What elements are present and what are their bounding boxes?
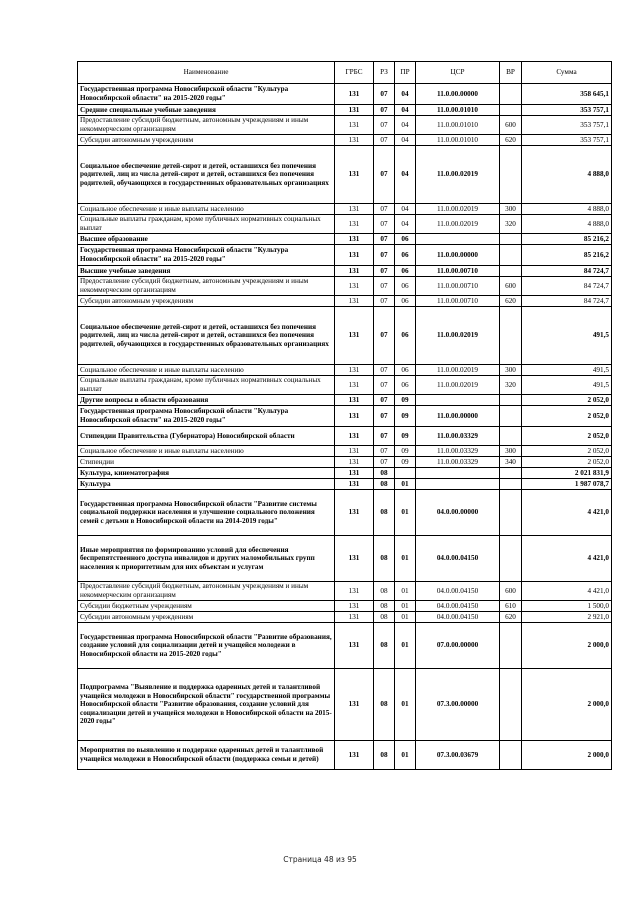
table-row — [78, 395, 612, 406]
table-row — [78, 376, 612, 395]
row-rz-cell: 08 — [374, 536, 395, 582]
table-row — [78, 536, 612, 582]
row-pr-cell: 01 — [395, 669, 416, 741]
row-rz-cell: 07 — [374, 84, 395, 105]
row-rz-cell: 07 — [374, 376, 395, 395]
row-vr-cell — [500, 623, 522, 669]
row-name-cell: Субсидии бюджетным учреждениям — [78, 601, 335, 612]
row-pr-cell: 06 — [395, 277, 416, 296]
row-grbs-cell: 131 — [335, 446, 374, 457]
row-csr-cell: 11.0.00.00710 — [416, 277, 500, 296]
row-vr-cell — [500, 234, 522, 245]
row-sum-cell: 2 052,0 — [522, 427, 612, 446]
row-sum-cell: 1 500,0 — [522, 601, 612, 612]
row-rz-cell: 08 — [374, 490, 395, 536]
row-csr-cell: 04.0.00.04150 — [416, 582, 500, 601]
row-name-cell: Предоставление субсидий бюджетным, автономным учреждениям и иным некоммерческим организациям — [78, 582, 335, 601]
row-grbs-cell: 131 — [335, 395, 374, 406]
table-row — [78, 479, 612, 490]
row-name-cell: Государственная программа Новосибирской области "Культура Новосибирской области" на 2015-2020 годы" — [78, 406, 335, 427]
row-rz-cell: 07 — [374, 296, 395, 307]
table-row — [78, 612, 612, 623]
row-rz-cell: 07 — [374, 245, 395, 266]
row-vr-cell: 300 — [500, 446, 522, 457]
row-name-cell: Предоставление субсидий бюджетным, автономным учреждениям и иным некоммерческим организациям — [78, 277, 335, 296]
row-csr-cell — [416, 234, 500, 245]
row-pr-cell: 04 — [395, 146, 416, 204]
row-rz-cell: 07 — [374, 266, 395, 277]
row-pr-cell: 01 — [395, 536, 416, 582]
table-row — [78, 457, 612, 468]
row-csr-cell: 11.0.00.01010 — [416, 105, 500, 116]
header-vr: ВР — [500, 62, 522, 84]
row-rz-cell: 07 — [374, 457, 395, 468]
row-pr-cell: 01 — [395, 601, 416, 612]
row-sum-cell: 4 421,0 — [522, 536, 612, 582]
row-name-cell: Высшее образование — [78, 234, 335, 245]
row-name-cell: Социальное обеспечение и иные выплаты населению — [78, 446, 335, 457]
row-name-cell: Стипендии — [78, 457, 335, 468]
row-rz-cell: 07 — [374, 365, 395, 376]
row-sum-cell: 2 052,0 — [522, 395, 612, 406]
row-vr-cell: 600 — [500, 116, 522, 135]
row-grbs-cell: 131 — [335, 365, 374, 376]
row-pr-cell: 04 — [395, 116, 416, 135]
row-name-cell: Социальные выплаты гражданам, кроме публичных нормативных социальных выплат — [78, 376, 335, 395]
row-vr-cell — [500, 307, 522, 365]
header-csr: ЦСР — [416, 62, 500, 84]
row-csr-cell: 07.3.00.00000 — [416, 669, 500, 741]
row-name-cell: Стипендии Правительства (Губернатора) Новосибирской области — [78, 427, 335, 446]
header-pr: ПР — [395, 62, 416, 84]
page-number: Страница 48 из 95 — [283, 855, 357, 864]
row-csr-cell: 11.0.00.01010 — [416, 135, 500, 146]
row-name-cell: Мероприятия по выявлению и поддержке одаренных детей и талантливой учащейся молодежи в Новосибирской области (поддержка семьи и детей) — [78, 741, 335, 770]
header-rz: РЗ — [374, 62, 395, 84]
table-row — [78, 146, 612, 204]
row-sum-cell: 491,5 — [522, 376, 612, 395]
table-row — [78, 365, 612, 376]
row-csr-cell: 11.0.00.00710 — [416, 266, 500, 277]
table-body — [78, 84, 612, 770]
table-row — [78, 582, 612, 601]
table-row — [78, 307, 612, 365]
row-rz-cell: 07 — [374, 307, 395, 365]
table-row — [78, 105, 612, 116]
row-sum-cell: 4 421,0 — [522, 582, 612, 601]
row-csr-cell: 11.0.00.03329 — [416, 427, 500, 446]
row-pr-cell: 01 — [395, 582, 416, 601]
row-pr-cell: 09 — [395, 427, 416, 446]
row-grbs-cell: 131 — [335, 468, 374, 479]
row-grbs-cell: 131 — [335, 427, 374, 446]
row-sum-cell: 353 757,1 — [522, 116, 612, 135]
row-grbs-cell: 131 — [335, 623, 374, 669]
row-rz-cell: 07 — [374, 135, 395, 146]
row-vr-cell: 620 — [500, 135, 522, 146]
row-sum-cell: 4 888,0 — [522, 215, 612, 234]
row-rz-cell: 08 — [374, 612, 395, 623]
row-sum-cell: 84 724,7 — [522, 277, 612, 296]
row-csr-cell: 11.0.00.00000 — [416, 245, 500, 266]
table-row — [78, 266, 612, 277]
table-row — [78, 406, 612, 427]
row-grbs-cell: 131 — [335, 296, 374, 307]
row-pr-cell: 04 — [395, 215, 416, 234]
row-vr-cell — [500, 266, 522, 277]
row-grbs-cell: 131 — [335, 204, 374, 215]
row-csr-cell: 11.0.00.02019 — [416, 365, 500, 376]
row-vr-cell: 600 — [500, 582, 522, 601]
row-pr-cell: 06 — [395, 266, 416, 277]
row-sum-cell: 353 757,1 — [522, 105, 612, 116]
row-pr-cell: 04 — [395, 135, 416, 146]
row-name-cell: Государственная программа Новосибирской области "Культура Новосибирской области" на 2015-2020 годы" — [78, 84, 335, 105]
table-row — [78, 215, 612, 234]
row-grbs-cell: 131 — [335, 146, 374, 204]
table-row — [78, 446, 612, 457]
row-csr-cell: 04.0.00.04150 — [416, 601, 500, 612]
table-row — [78, 135, 612, 146]
row-sum-cell: 2 000,0 — [522, 741, 612, 770]
row-sum-cell: 2 921,0 — [522, 612, 612, 623]
row-vr-cell: 610 — [500, 601, 522, 612]
row-grbs-cell: 131 — [335, 669, 374, 741]
row-grbs-cell: 131 — [335, 215, 374, 234]
row-vr-cell — [500, 105, 522, 116]
row-vr-cell: 300 — [500, 204, 522, 215]
row-name-cell: Социальные выплаты гражданам, кроме публичных нормативных социальных выплат — [78, 215, 335, 234]
table-row — [78, 296, 612, 307]
header-name: Наименование — [78, 62, 335, 84]
table-row — [78, 84, 612, 105]
row-sum-cell: 358 645,1 — [522, 84, 612, 105]
row-vr-cell: 320 — [500, 376, 522, 395]
row-csr-cell: 11.0.00.00000 — [416, 406, 500, 427]
row-name-cell: Социальное обеспечение детей-сирот и детей, оставшихся без попечения родителей, лиц из числа детей-сирот и детей, оставшихся без попечения родителей, обучающихся в государственных образовательных организациях — [78, 307, 335, 365]
row-vr-cell: 600 — [500, 277, 522, 296]
row-rz-cell: 07 — [374, 215, 395, 234]
row-grbs-cell: 131 — [335, 582, 374, 601]
row-grbs-cell: 131 — [335, 479, 374, 490]
row-grbs-cell: 131 — [335, 406, 374, 427]
row-rz-cell: 08 — [374, 601, 395, 612]
row-vr-cell — [500, 406, 522, 427]
row-rz-cell: 07 — [374, 105, 395, 116]
row-vr-cell — [500, 479, 522, 490]
row-grbs-cell: 131 — [335, 84, 374, 105]
row-grbs-cell: 131 — [335, 490, 374, 536]
row-rz-cell: 07 — [374, 427, 395, 446]
row-vr-cell — [500, 427, 522, 446]
row-pr-cell: 01 — [395, 612, 416, 623]
row-sum-cell: 491,5 — [522, 307, 612, 365]
row-name-cell: Социальное обеспечение детей-сирот и детей, оставшихся без попечения родителей, лиц из числа детей-сирот и детей, оставшихся без попечения родителей, обучающихся в государственных образовательных организациях — [78, 146, 335, 204]
table-row — [78, 468, 612, 479]
table-row — [78, 601, 612, 612]
row-vr-cell — [500, 741, 522, 770]
row-rz-cell: 07 — [374, 204, 395, 215]
row-sum-cell: 491,5 — [522, 365, 612, 376]
row-pr-cell: 04 — [395, 204, 416, 215]
row-csr-cell: 11.0.00.02019 — [416, 307, 500, 365]
row-grbs-cell: 131 — [335, 266, 374, 277]
row-grbs-cell: 131 — [335, 135, 374, 146]
row-name-cell: Культура — [78, 479, 335, 490]
row-name-cell: Социальное обеспечение и иные выплаты населению — [78, 204, 335, 215]
row-sum-cell: 4 888,0 — [522, 146, 612, 204]
row-csr-cell: 11.0.00.02019 — [416, 146, 500, 204]
row-sum-cell: 2 052,0 — [522, 446, 612, 457]
row-sum-cell: 2 000,0 — [522, 669, 612, 741]
row-grbs-cell: 131 — [335, 116, 374, 135]
row-vr-cell — [500, 669, 522, 741]
row-grbs-cell: 131 — [335, 105, 374, 116]
row-name-cell: Государственная программа Новосибирской области "Культура Новосибирской области" на 2015-2020 годы" — [78, 245, 335, 266]
row-csr-cell: 04.0.00.04150 — [416, 536, 500, 582]
row-rz-cell: 07 — [374, 395, 395, 406]
row-rz-cell: 07 — [374, 446, 395, 457]
row-csr-cell: 11.0.00.00710 — [416, 296, 500, 307]
row-vr-cell — [500, 490, 522, 536]
budget-table — [77, 61, 612, 770]
row-pr-cell: 01 — [395, 479, 416, 490]
table-row — [78, 116, 612, 135]
row-csr-cell: 11.0.00.00000 — [416, 84, 500, 105]
row-vr-cell: 340 — [500, 457, 522, 468]
row-name-cell: Субсидии автономным учреждениям — [78, 135, 335, 146]
row-csr-cell: 11.0.00.03329 — [416, 457, 500, 468]
row-sum-cell: 84 724,7 — [522, 266, 612, 277]
row-name-cell: Подпрограмма "Выявление и поддержка одаренных детей и талантливой учащейся молодежи в Новосибирской области" государственной программы Новосибирской области "Развитие образования, создание условий для социализации детей и учащейся молодежи в Новосибирской области на 2015-2020 годы" — [78, 669, 335, 741]
table-row — [78, 669, 612, 741]
row-csr-cell: 07.0.00.00000 — [416, 623, 500, 669]
row-grbs-cell: 131 — [335, 457, 374, 468]
row-pr-cell: 09 — [395, 446, 416, 457]
row-sum-cell: 1 987 078,7 — [522, 479, 612, 490]
row-vr-cell — [500, 395, 522, 406]
row-pr-cell: 01 — [395, 623, 416, 669]
row-sum-cell: 2 052,0 — [522, 457, 612, 468]
row-rz-cell: 08 — [374, 741, 395, 770]
row-csr-cell: 07.3.00.03679 — [416, 741, 500, 770]
row-csr-cell: 11.0.00.02019 — [416, 204, 500, 215]
row-csr-cell — [416, 395, 500, 406]
row-csr-cell: 11.0.00.01010 — [416, 116, 500, 135]
row-csr-cell — [416, 479, 500, 490]
row-name-cell: Другие вопросы в области образования — [78, 395, 335, 406]
row-sum-cell: 85 216,2 — [522, 234, 612, 245]
row-name-cell: Средние специальные учебные заведения — [78, 105, 335, 116]
row-rz-cell: 07 — [374, 406, 395, 427]
row-pr-cell: 04 — [395, 84, 416, 105]
row-csr-cell — [416, 468, 500, 479]
row-rz-cell: 07 — [374, 116, 395, 135]
row-name-cell: Субсидии автономным учреждениям — [78, 612, 335, 623]
row-sum-cell: 2 021 831,9 — [522, 468, 612, 479]
table-row — [78, 234, 612, 245]
row-pr-cell: 06 — [395, 376, 416, 395]
row-rz-cell: 08 — [374, 468, 395, 479]
table-row — [78, 427, 612, 446]
row-vr-cell — [500, 536, 522, 582]
header-row — [78, 62, 612, 84]
row-grbs-cell: 131 — [335, 536, 374, 582]
row-csr-cell: 11.0.00.02019 — [416, 215, 500, 234]
row-rz-cell: 08 — [374, 669, 395, 741]
row-pr-cell: 06 — [395, 296, 416, 307]
row-grbs-cell: 131 — [335, 234, 374, 245]
row-vr-cell — [500, 146, 522, 204]
table-row — [78, 277, 612, 296]
row-name-cell: Предоставление субсидий бюджетным, автономным учреждениям и иным некоммерческим организациям — [78, 116, 335, 135]
row-pr-cell: 09 — [395, 395, 416, 406]
row-rz-cell: 08 — [374, 479, 395, 490]
row-name-cell: Культура, кинематография — [78, 468, 335, 479]
row-rz-cell: 07 — [374, 234, 395, 245]
row-pr-cell: 04 — [395, 105, 416, 116]
row-name-cell: Государственная программа Новосибирской области "Развитие образования, создание условий для социализации детей и учащейся молодежи в Новосибирской области на 2015-2020 годы" — [78, 623, 335, 669]
row-name-cell: Высшие учебные заведения — [78, 266, 335, 277]
row-vr-cell — [500, 84, 522, 105]
row-rz-cell: 08 — [374, 623, 395, 669]
row-vr-cell: 300 — [500, 365, 522, 376]
table-row — [78, 204, 612, 215]
row-rz-cell: 07 — [374, 277, 395, 296]
row-name-cell: Государственная программа Новосибирской области "Развитие системы социальной поддержки населения и улучшение социального положения семей с детьми в Новосибирской области на 2014-2019 годы" — [78, 490, 335, 536]
row-name-cell: Социальное обеспечение и иные выплаты населению — [78, 365, 335, 376]
row-sum-cell: 84 724,7 — [522, 296, 612, 307]
header-sum: Сумма — [522, 62, 612, 84]
row-pr-cell: 01 — [395, 490, 416, 536]
row-grbs-cell: 131 — [335, 612, 374, 623]
row-sum-cell: 353 757,1 — [522, 135, 612, 146]
row-pr-cell: 06 — [395, 245, 416, 266]
row-sum-cell: 2 000,0 — [522, 623, 612, 669]
table-row — [78, 245, 612, 266]
row-grbs-cell: 131 — [335, 277, 374, 296]
row-pr-cell — [395, 468, 416, 479]
row-sum-cell: 4 888,0 — [522, 204, 612, 215]
row-grbs-cell: 131 — [335, 376, 374, 395]
row-sum-cell: 85 216,2 — [522, 245, 612, 266]
row-pr-cell: 09 — [395, 457, 416, 468]
row-csr-cell: 04.0.00.00000 — [416, 490, 500, 536]
row-rz-cell: 07 — [374, 146, 395, 204]
row-pr-cell: 06 — [395, 365, 416, 376]
row-grbs-cell: 131 — [335, 245, 374, 266]
row-vr-cell: 620 — [500, 612, 522, 623]
row-vr-cell: 320 — [500, 215, 522, 234]
row-sum-cell: 2 052,0 — [522, 406, 612, 427]
row-sum-cell: 4 421,0 — [522, 490, 612, 536]
row-csr-cell: 04.0.00.04150 — [416, 612, 500, 623]
row-csr-cell: 11.0.00.03329 — [416, 446, 500, 457]
row-name-cell: Субсидии автономным учреждениям — [78, 296, 335, 307]
row-grbs-cell: 131 — [335, 307, 374, 365]
row-rz-cell: 08 — [374, 582, 395, 601]
row-pr-cell: 09 — [395, 406, 416, 427]
table-row — [78, 623, 612, 669]
row-csr-cell: 11.0.00.02019 — [416, 376, 500, 395]
row-vr-cell — [500, 468, 522, 479]
row-vr-cell — [500, 245, 522, 266]
row-grbs-cell: 131 — [335, 601, 374, 612]
header-grbs: ГРБС — [335, 62, 374, 84]
row-pr-cell: 06 — [395, 307, 416, 365]
table-row — [78, 741, 612, 770]
row-pr-cell: 06 — [395, 234, 416, 245]
row-vr-cell: 620 — [500, 296, 522, 307]
row-grbs-cell: 131 — [335, 741, 374, 770]
row-name-cell: Иные мероприятия по формированию условий для обеспечения беспрепятственного доступа инвалидов и других маломобильных групп населения к приоритетным для них объектам и услугам — [78, 536, 335, 582]
row-pr-cell: 01 — [395, 741, 416, 770]
table-row — [78, 490, 612, 536]
